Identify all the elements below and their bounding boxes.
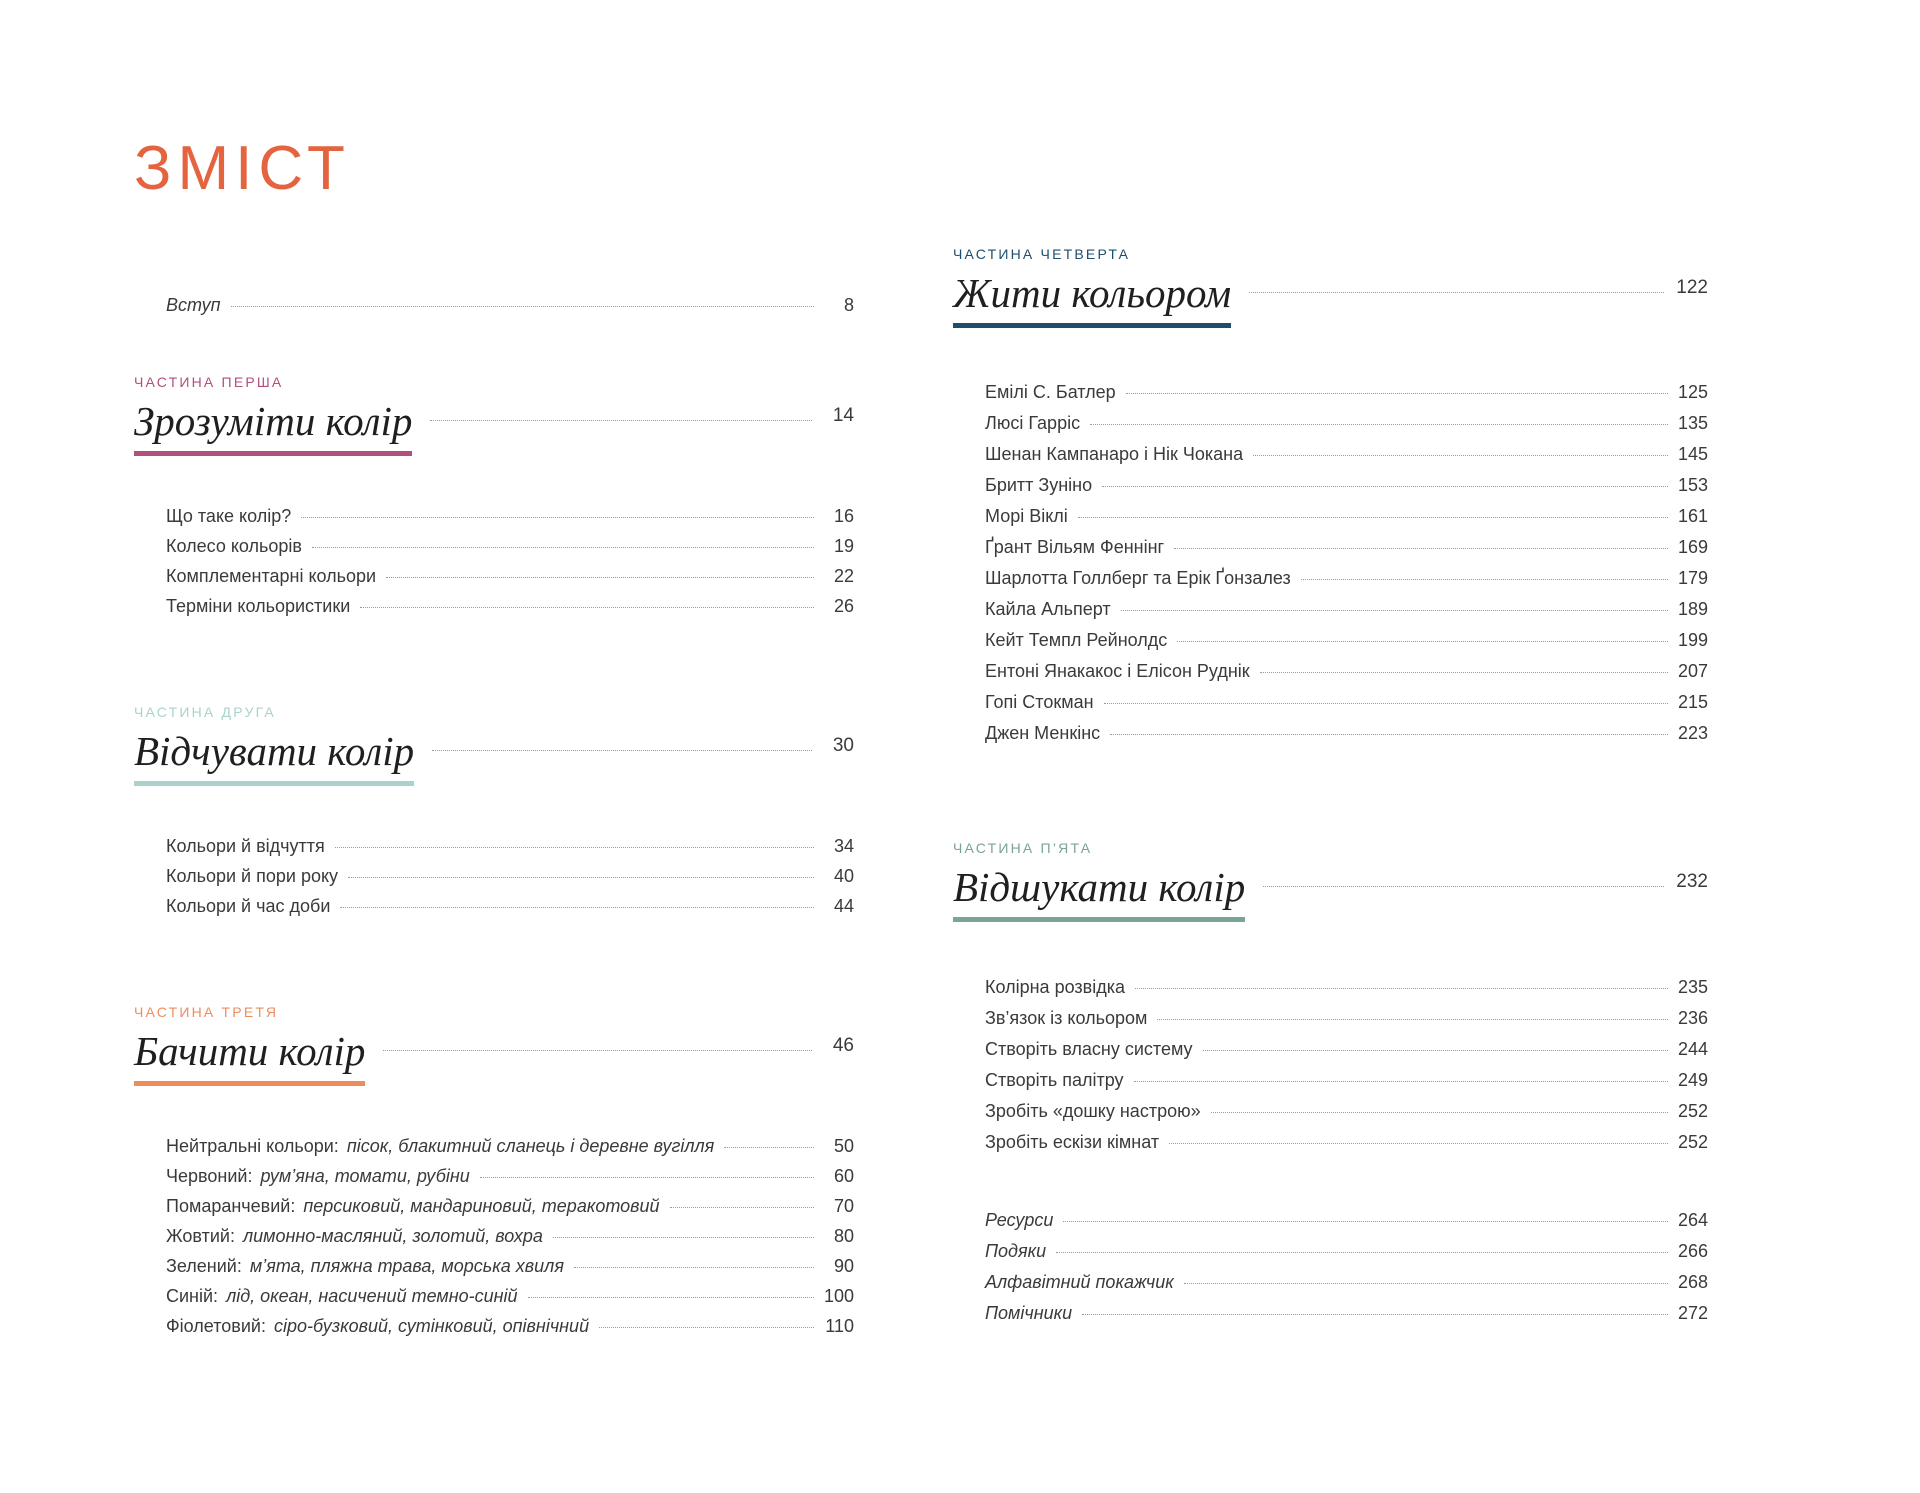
part5-label: ЧАСТИНА П’ЯТА (953, 840, 1093, 856)
toc-entry[interactable] (985, 1069, 1708, 1091)
entry-label: Бритт Зуніно (985, 475, 1093, 495)
entry-page: 40 (833, 866, 854, 886)
entry-label: Кольори й час доби (166, 896, 331, 916)
toc-entry[interactable] (985, 1131, 1708, 1153)
part5-page: 232 (1676, 871, 1708, 892)
entry-label: Створіть палітру (985, 1070, 1124, 1090)
entry-page: 207 (1677, 661, 1708, 681)
entry-page: 44 (833, 896, 854, 916)
entry-label: Терміни кольористики (166, 596, 351, 616)
part2-heading[interactable] (134, 726, 854, 786)
toc-entry[interactable] (166, 1135, 854, 1157)
dot-leader (231, 306, 814, 307)
part1-heading[interactable] (134, 396, 854, 456)
toc-entry[interactable] (985, 1271, 1708, 1293)
entry-label: Кольори й відчуття (166, 836, 325, 856)
toc-entry[interactable] (985, 691, 1708, 713)
entry-page: 100 (823, 1286, 854, 1306)
toc-entry[interactable] (166, 535, 854, 557)
entry-page: 215 (1677, 692, 1708, 712)
part5-underline (953, 917, 1245, 922)
entry-page: 135 (1677, 413, 1708, 433)
part4-heading[interactable] (953, 268, 1708, 328)
entry-page: 60 (833, 1166, 854, 1186)
part1-label: ЧАСТИНА ПЕРША (134, 374, 284, 390)
entry-page: 235 (1677, 977, 1708, 997)
dot-leader (480, 1177, 814, 1178)
entry-page: 249 (1677, 1070, 1708, 1090)
entry-page: 223 (1677, 723, 1708, 743)
entry-sublabel: сіро-бузковий, сутінковий, опівнічний (273, 1316, 590, 1336)
entry-label: Зв’язок із кольором (985, 1008, 1148, 1028)
dot-leader (383, 1050, 812, 1051)
dot-leader (1104, 703, 1668, 704)
entry-page: 34 (833, 836, 854, 856)
entry-label: Зробіть «дошку настрою» (985, 1101, 1201, 1121)
entry-label: Ґрант Вільям Феннінг (985, 537, 1165, 557)
dot-leader (1102, 486, 1668, 487)
entry-label: Ентоні Янакакос і Елісон Руднік (985, 661, 1250, 681)
entry-page: 90 (833, 1256, 854, 1276)
dot-leader (348, 877, 814, 878)
entry-label: Синій: лід, океан, насичений темно-синій (166, 1286, 518, 1306)
entry-page: 145 (1677, 444, 1708, 464)
dot-leader (1126, 393, 1668, 394)
dot-leader (360, 607, 814, 608)
entry-label: Кейт Темпл Рейнолдс (985, 630, 1168, 650)
part3-title: Бачити колір (134, 1026, 365, 1086)
entry-page: 50 (833, 1136, 854, 1156)
dot-leader (1090, 424, 1668, 425)
entry-label: Кольори й пори року (166, 866, 339, 886)
toc-entry[interactable] (166, 595, 854, 617)
part2-underline (134, 781, 414, 786)
dot-leader (1174, 548, 1668, 549)
entry-sublabel: лід, океан, насичений темно-синій (226, 1286, 518, 1306)
dot-leader (1056, 1252, 1668, 1253)
entry-label: Що таке колір? (166, 506, 292, 526)
toc-entry[interactable] (985, 474, 1708, 496)
dot-leader (386, 577, 814, 578)
entry-label: Вступ (166, 295, 221, 315)
dot-leader (312, 547, 814, 548)
entry-page: 236 (1677, 1008, 1708, 1028)
entry-label: Колірна розвідка (985, 977, 1125, 997)
part1-title: Зрозуміти колір (134, 396, 412, 456)
part4-title: Жити кольором (953, 268, 1231, 328)
entry-label: Колесо кольорів (166, 536, 302, 556)
entry-label: Джен Менкінс (985, 723, 1101, 743)
part4-underline (953, 323, 1231, 328)
dot-leader (1134, 1081, 1668, 1082)
dot-leader (301, 517, 814, 518)
toc-entry[interactable] (985, 567, 1708, 589)
part5-heading[interactable] (953, 862, 1708, 922)
dot-leader (1157, 1019, 1668, 1020)
part3-heading[interactable] (134, 1026, 854, 1086)
entry-sublabel: рум’яна, томати, рубіни (260, 1166, 470, 1186)
dot-leader (335, 847, 814, 848)
entry-label: Подяки (985, 1241, 1047, 1261)
entry-label: Шарлотта Голлберг та Ерік Ґонзалез (985, 568, 1291, 588)
entry-sublabel: пісок, блакитний сланець і деревне вугілля (346, 1136, 715, 1156)
toc-entry[interactable] (985, 1038, 1708, 1060)
entry-page: 252 (1677, 1101, 1708, 1121)
part5-title: Відшукати колір (953, 862, 1245, 922)
dot-leader (528, 1297, 814, 1298)
dot-leader (430, 420, 812, 421)
entry-page: 110 (825, 1316, 854, 1336)
toc-entry[interactable] (985, 1007, 1708, 1029)
toc-entry[interactable] (166, 1195, 854, 1217)
toc-entry[interactable] (166, 1315, 854, 1337)
entry-label: Комплементарні кольори (166, 566, 377, 586)
part3-label: ЧАСТИНА ТРЕТЯ (134, 1004, 279, 1020)
toc-entry[interactable] (985, 381, 1708, 403)
toc-entry[interactable] (985, 1302, 1708, 1324)
dot-leader (1082, 1314, 1668, 1315)
entry-page: 266 (1677, 1241, 1708, 1261)
toc-entry[interactable] (166, 1165, 854, 1187)
dot-leader (1301, 579, 1668, 580)
dot-leader (1121, 610, 1668, 611)
toc-entry-intro[interactable] (166, 294, 854, 316)
toc-entry[interactable] (985, 1100, 1708, 1122)
entry-page: 268 (1677, 1272, 1708, 1292)
entry-page: 179 (1677, 568, 1708, 588)
toc-entry[interactable] (985, 598, 1708, 620)
entry-label: Алфавітний покажчик (985, 1272, 1174, 1292)
entry-page: 70 (833, 1196, 854, 1216)
toc-entry[interactable] (985, 629, 1708, 651)
toc-entry[interactable] (985, 412, 1708, 434)
part2-label: ЧАСТИНА ДРУГА (134, 704, 276, 720)
entry-label: Гопі Стокман (985, 692, 1094, 712)
entry-page: 22 (833, 566, 854, 586)
toc-entry[interactable] (166, 1255, 854, 1277)
dot-leader (340, 907, 814, 908)
entry-label: Морі Віклі (985, 506, 1068, 526)
entry-label: Кайла Альперт (985, 599, 1111, 619)
dot-leader (1078, 517, 1668, 518)
part4-label: ЧАСТИНА ЧЕТВЕРТА (953, 246, 1131, 262)
entry-label: Шенан Кампанаро і Нік Чокана (985, 444, 1244, 464)
entry-label: Помічники (985, 1303, 1073, 1323)
page-title: ЗМІСТ (134, 134, 351, 203)
entry-label: Люсі Гарріс (985, 413, 1081, 433)
toc-entry[interactable] (166, 1285, 854, 1307)
entry-page: 125 (1677, 382, 1708, 402)
dot-leader (670, 1207, 814, 1208)
dot-leader (432, 750, 812, 751)
part2-page: 30 (832, 735, 854, 756)
dot-leader (553, 1237, 814, 1238)
dot-leader (1260, 672, 1668, 673)
entry-page: 153 (1677, 475, 1708, 495)
entry-label: Помаранчевий: персиковий, мандариновий, теракотовий (166, 1196, 660, 1216)
toc-entry[interactable] (166, 835, 854, 857)
toc-entry[interactable] (985, 976, 1708, 998)
toc-entry[interactable] (166, 565, 854, 587)
dot-leader (1184, 1283, 1668, 1284)
dot-leader (1169, 1143, 1668, 1144)
part3-page: 46 (832, 1035, 854, 1056)
entry-page: 264 (1677, 1210, 1708, 1230)
dot-leader (599, 1327, 814, 1328)
entry-page: 169 (1677, 537, 1708, 557)
entry-label: Жовтий: лимонно-масляний, золотий, вохра (166, 1226, 543, 1246)
toc-entry[interactable] (985, 443, 1708, 465)
toc-entry[interactable] (985, 536, 1708, 558)
part1-underline (134, 451, 412, 456)
entry-label: Червоний: рум’яна, томати, рубіни (166, 1166, 470, 1186)
toc-entry[interactable] (985, 722, 1708, 744)
entry-page: 189 (1677, 599, 1708, 619)
entry-label: Фіолетовий: сіро-бузковий, сутінковий, опівнічний (166, 1316, 590, 1336)
dot-leader (1110, 734, 1668, 735)
entry-label: Ресурси (985, 1210, 1054, 1230)
entry-page: 16 (833, 506, 854, 526)
dot-leader (1263, 886, 1664, 887)
dot-leader (1135, 988, 1668, 989)
toc-entry[interactable] (985, 505, 1708, 527)
entry-page: 244 (1677, 1039, 1708, 1059)
dot-leader (1253, 455, 1668, 456)
toc-entry[interactable] (166, 865, 854, 887)
toc-entry[interactable] (985, 1209, 1708, 1231)
entry-page: 26 (833, 596, 854, 616)
entry-page: 8 (843, 295, 854, 315)
dot-leader (1063, 1221, 1668, 1222)
dot-leader (574, 1267, 814, 1268)
entry-page: 19 (833, 536, 854, 556)
entry-label: Емілі С. Батлер (985, 382, 1116, 402)
part1-page: 14 (832, 405, 854, 426)
entry-sublabel: м’ята, пляжна трава, морська хвиля (249, 1256, 564, 1276)
toc-entry[interactable] (166, 1225, 854, 1247)
entry-label: Зелений: м’ята, пляжна трава, морська хвиля (166, 1256, 564, 1276)
part4-page: 122 (1676, 277, 1708, 298)
entry-label: Нейтральні кольори: пісок, блакитний сланець і деревне вугілля (166, 1136, 715, 1156)
toc-entry[interactable] (985, 660, 1708, 682)
dot-leader (1177, 641, 1668, 642)
entry-page: 252 (1677, 1132, 1708, 1152)
part2-title: Відчувати колір (134, 726, 414, 786)
dot-leader (1211, 1112, 1668, 1113)
entry-sublabel: персиковий, мандариновий, теракотовий (303, 1196, 660, 1216)
entry-page: 199 (1677, 630, 1708, 650)
entry-label: Створіть власну систему (985, 1039, 1193, 1059)
part3-underline (134, 1081, 365, 1086)
toc-entry[interactable] (985, 1240, 1708, 1262)
entry-sublabel: лимонно-масляний, золотий, вохра (242, 1226, 543, 1246)
toc-entry[interactable] (166, 895, 854, 917)
toc-entry[interactable] (166, 505, 854, 527)
entry-page: 161 (1677, 506, 1708, 526)
dot-leader (1249, 292, 1664, 293)
entry-page: 272 (1677, 1303, 1708, 1323)
dot-leader (724, 1147, 814, 1148)
entry-page: 80 (833, 1226, 854, 1246)
entry-label: Зробіть ескізи кімнат (985, 1132, 1160, 1152)
dot-leader (1203, 1050, 1668, 1051)
